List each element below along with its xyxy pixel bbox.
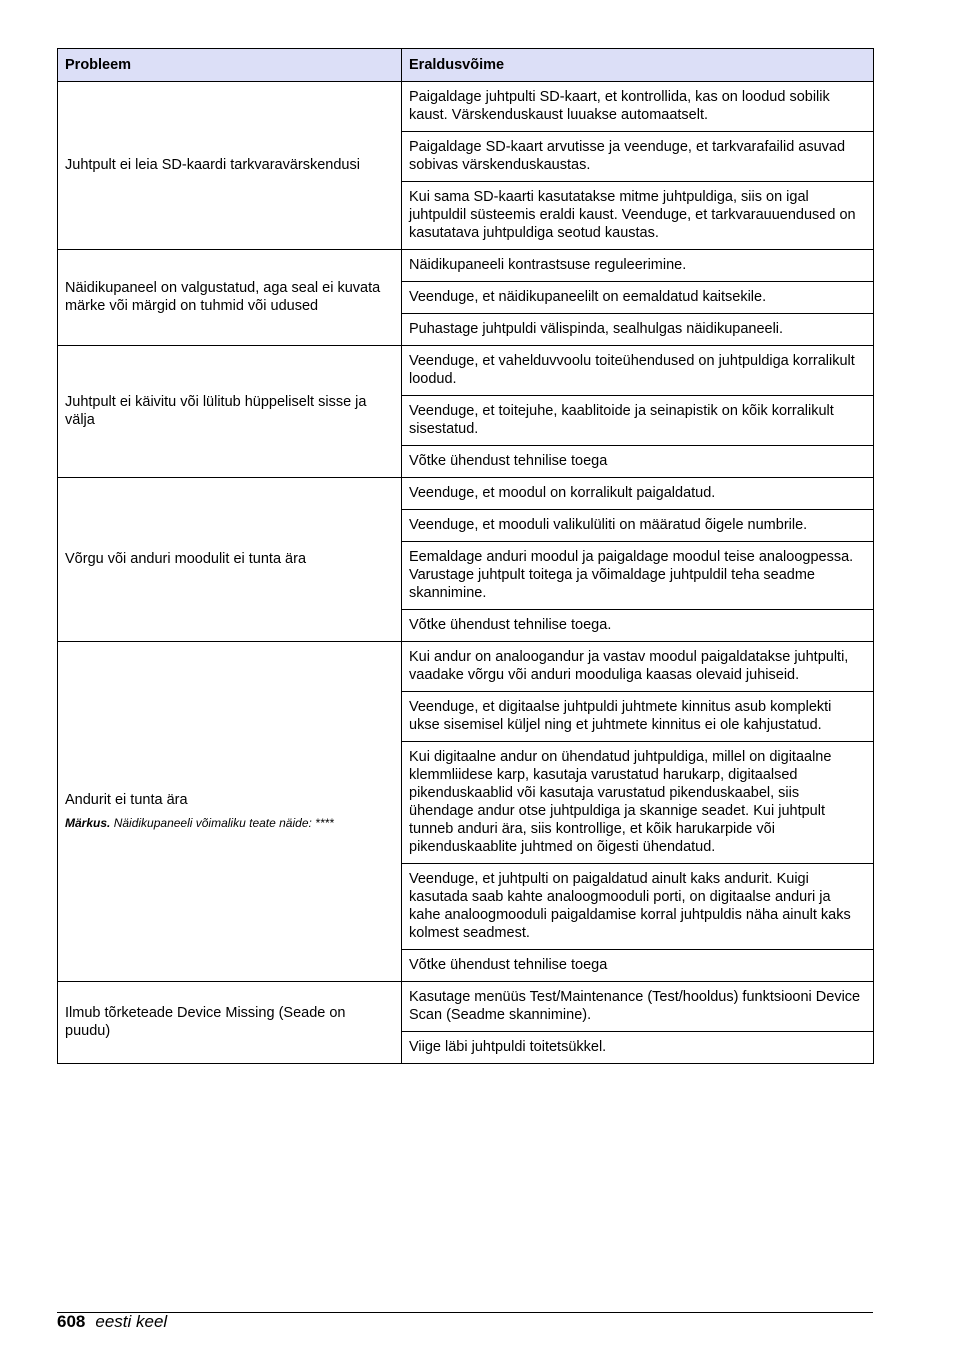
solution-cell: Veenduge, et juhtpulti on paigaldatud ainult kaks andurit. Kuigi kasutada saab kahte analoogmooduli porti, on digitaalse anduri ja kahe analoogmooduli paigaldamise korral juhtpuldis näha ainult kaks kolmest seadmest.	[402, 864, 874, 950]
solution-cell: Eemaldage anduri moodul ja paigaldage moodul teise analoogpessa. Varustage juhtpult toitega ja võimaldage juhtpuldil teha seadme skannimine.	[402, 542, 874, 610]
page-number: 608	[57, 1312, 86, 1331]
header-problem: Probleem	[58, 49, 402, 82]
solution-cell: Viige läbi juhtpuldi toitetsükkel.	[402, 1032, 874, 1064]
solution-cell: Võtke ühendust tehnilise toega	[402, 950, 874, 982]
troubleshooting-table	[57, 48, 874, 1064]
solution-cell: Võtke ühendust tehnilise toega.	[402, 610, 874, 642]
solution-cell: Näidikupaneeli kontrastsuse reguleerimine.	[402, 250, 874, 282]
table-header-row	[58, 49, 874, 82]
solution-cell: Kui andur on analoogandur ja vastav moodul paigaldatakse juhtpulti, vaadake võrgu või anduri mooduliga kaasas olevaid juhiseid.	[402, 642, 874, 692]
table-row	[58, 82, 874, 132]
solution-cell: Kasutage menüüs Test/Maintenance (Test/hooldus) funktsiooni Device Scan (Seadme skannimine).	[402, 982, 874, 1032]
problem-cell: Võrgu või anduri moodulit ei tunta ära	[58, 478, 402, 642]
table-row	[58, 642, 874, 692]
note-label: Märkus.	[65, 816, 111, 830]
solution-cell: Paigaldage SD-kaart arvutisse ja veenduge, et tarkvarafailid asuvad sobivas värskenduskaustas.	[402, 132, 874, 182]
problem-cell: Näidikupaneel on valgustatud, aga seal ei kuvata märke või märgid on tuhmid või udused	[58, 250, 402, 346]
solution-cell: Veenduge, et digitaalse juhtpuldi juhtmete kinnitus asub komplekti ukse sisemisel küljel ning et juhtmete kinnitus ei ole kahjustatud.	[402, 692, 874, 742]
solution-cell: Puhastage juhtpuldi välispinda, sealhulgas näidikupaneeli.	[402, 314, 874, 346]
solution-cell: Võtke ühendust tehnilise toega	[402, 446, 874, 478]
solution-cell: Veenduge, et moodul on korralikult paigaldatud.	[402, 478, 874, 510]
problem-cell: Juhtpult ei leia SD-kaardi tarkvaravärskendusi	[58, 82, 402, 250]
footer-divider	[57, 1312, 873, 1313]
solution-cell: Veenduge, et toitejuhe, kaablitoide ja seinapistik on kõik korralikult sisestatud.	[402, 396, 874, 446]
table-row	[58, 478, 874, 510]
note	[65, 815, 394, 831]
table-row	[58, 250, 874, 282]
header-solution: Eraldusvõime	[402, 49, 874, 82]
problem-cell	[58, 642, 402, 982]
problem-cell: Ilmub tõrketeade Device Missing (Seade on puudu)	[58, 982, 402, 1064]
solution-cell: Veenduge, et mooduli valikulüliti on määratud õigele numbrile.	[402, 510, 874, 542]
table-row	[58, 982, 874, 1032]
page-footer	[57, 1312, 167, 1332]
problem-text: Andurit ei tunta ära	[65, 792, 188, 808]
table-row	[58, 346, 874, 396]
solution-cell: Kui sama SD-kaarti kasutatakse mitme juhtpuldiga, siis on igal juhtpuldil süsteemis eraldi kaust. Veenduge, et tarkvarauuendused on kasutatava juhtpuldiga seotud kaustas.	[402, 182, 874, 250]
solution-cell: Kui digitaalne andur on ühendatud juhtpuldiga, millel on digitaalne klemmliidese karp, kasutaja varustatud harukarp, digitaalsed pikenduskaablid või kasutaja varustatud pikenduskaabel, siis ühendage andur otse juhtpuldiga ja skannige seadet. Kui juhtpult tunneb anduri ära, siis kontrollige, et kõik harukarpide või pikenduskaablite juhtmed on õigesti ühendatud.	[402, 742, 874, 864]
problem-cell: Juhtpult ei käivitu või lülitub hüppeliselt sisse ja välja	[58, 346, 402, 478]
note-text: Näidikupaneeli võimaliku teate näide: ****	[113, 816, 334, 830]
solution-cell: Veenduge, et vahelduvvoolu toiteühendused on juhtpuldiga korralikult loodud.	[402, 346, 874, 396]
solution-cell: Veenduge, et näidikupaneelilt on eemaldatud kaitsekile.	[402, 282, 874, 314]
footer-language: eesti keel	[95, 1312, 168, 1331]
solution-cell: Paigaldage juhtpulti SD-kaart, et kontrollida, kas on loodud sobilik kaust. Värskenduskaust luuakse automaatselt.	[402, 82, 874, 132]
